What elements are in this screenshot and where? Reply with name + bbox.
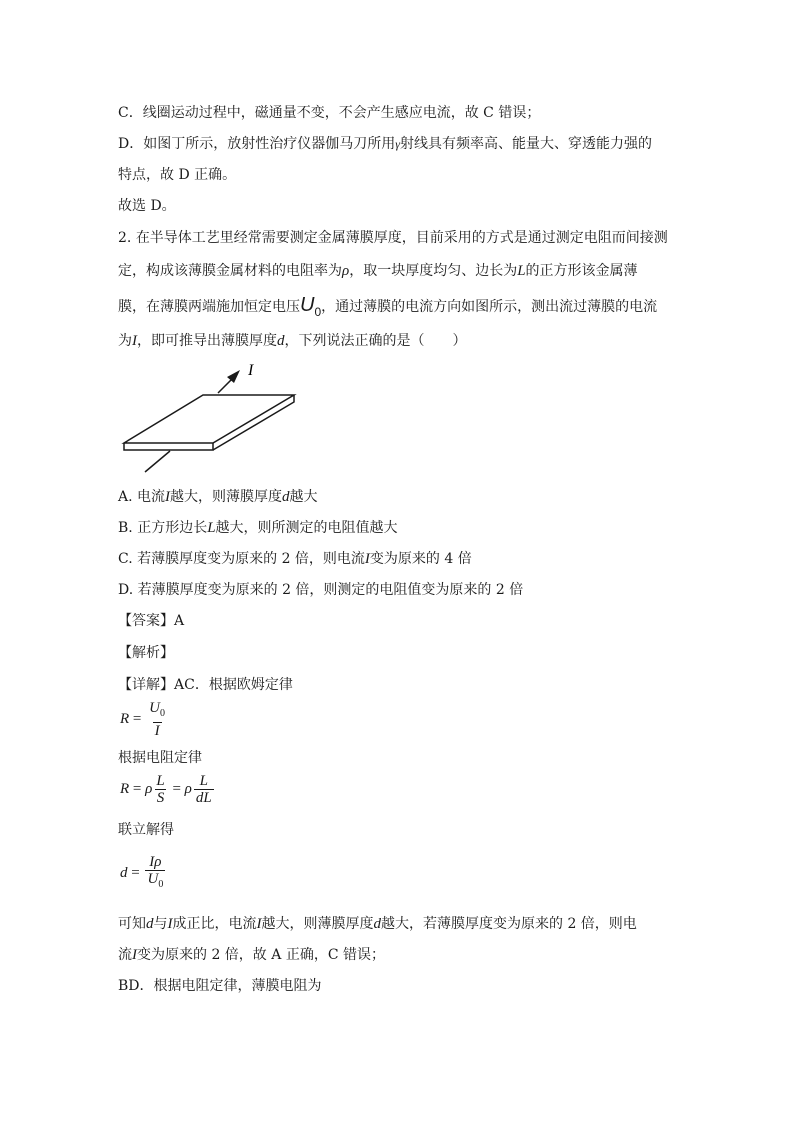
ohm-law-equation: R = $\frac{U_0}{I}$ — [120, 700, 165, 739]
question-line-2: 定，构成该薄膜金属材料的电阻率为ρ，取一块厚度均匀、边长为L的正方形该金属薄 — [118, 263, 638, 279]
film-side-edge — [213, 395, 294, 450]
text-line-d: D．如图丁所示，放射性治疗仪器伽马刀所用γ射线具有频率高、能量大、穿透能力强的 — [118, 136, 652, 152]
option-c: C. 若薄膜厚度变为原来的 2 倍，则电流I变为原来的 4 倍 — [118, 551, 472, 567]
conclusion-line-3: BD．根据电阻定律，薄膜电阻为 — [118, 978, 322, 994]
resistance-law-label: 根据电阻定律 — [118, 750, 202, 766]
thickness-equation: d = $\frac{I\rho}{U_0}$ — [120, 854, 167, 893]
question-line-4: 为I，即可推导出薄膜厚度d，下列说法正确的是（ ） — [118, 333, 467, 349]
resistance-law-equation: R = ρ $\frac{L}{S}$ = ρ $\frac{L}{dL}$ — [120, 773, 212, 806]
question-line-1: 2. 在半导体工艺里经常需要测定金属薄膜厚度，目前采用的方式是通过测定电阻而间接测 — [118, 230, 668, 246]
option-d: D. 若薄膜厚度变为原来的 2 倍，则测定的电阻值变为原来的 2 倍 — [118, 582, 524, 598]
question-line-3: 膜，在薄膜两端施加恒定电压$U_0$，通过薄膜的电流方向如图所示，测出流过薄膜的电流 — [118, 294, 658, 319]
text-line-c: C．线圈运动过程中，磁通量不变，不会产生感应电流，故 C 错误； — [118, 105, 541, 121]
film-top-face — [124, 395, 294, 443]
solve-label: 联立解得 — [118, 822, 174, 838]
option-a: A. 电流I越大，则薄膜厚度d越大 — [118, 489, 318, 505]
current-label: I — [248, 362, 254, 379]
detail-line: 【详解】AC．根据欧姆定律 — [118, 677, 293, 693]
analysis-title: 【解析】 — [118, 645, 174, 661]
option-b: B. 正方形边长L越大，则所测定的电阻值越大 — [118, 520, 398, 536]
film-front-edge — [124, 443, 213, 450]
thin-film-figure — [118, 360, 308, 475]
answer-line: 【答案】A — [118, 613, 185, 629]
current-out-line — [218, 378, 233, 393]
conclusion-line-1: 可知d与I成正比，电流I越大，则薄膜厚度d越大，若薄膜厚度变为原来的 2 倍，则电 — [118, 916, 637, 932]
conclusion-line-2: 流I变为原来的 2 倍，故 A 正确，C 错误； — [118, 947, 385, 963]
text-line-d-cont: 特点，故 D 正确。 — [118, 167, 237, 183]
current-in-line — [145, 451, 170, 472]
text-line-choose: 故选 D。 — [118, 198, 176, 214]
